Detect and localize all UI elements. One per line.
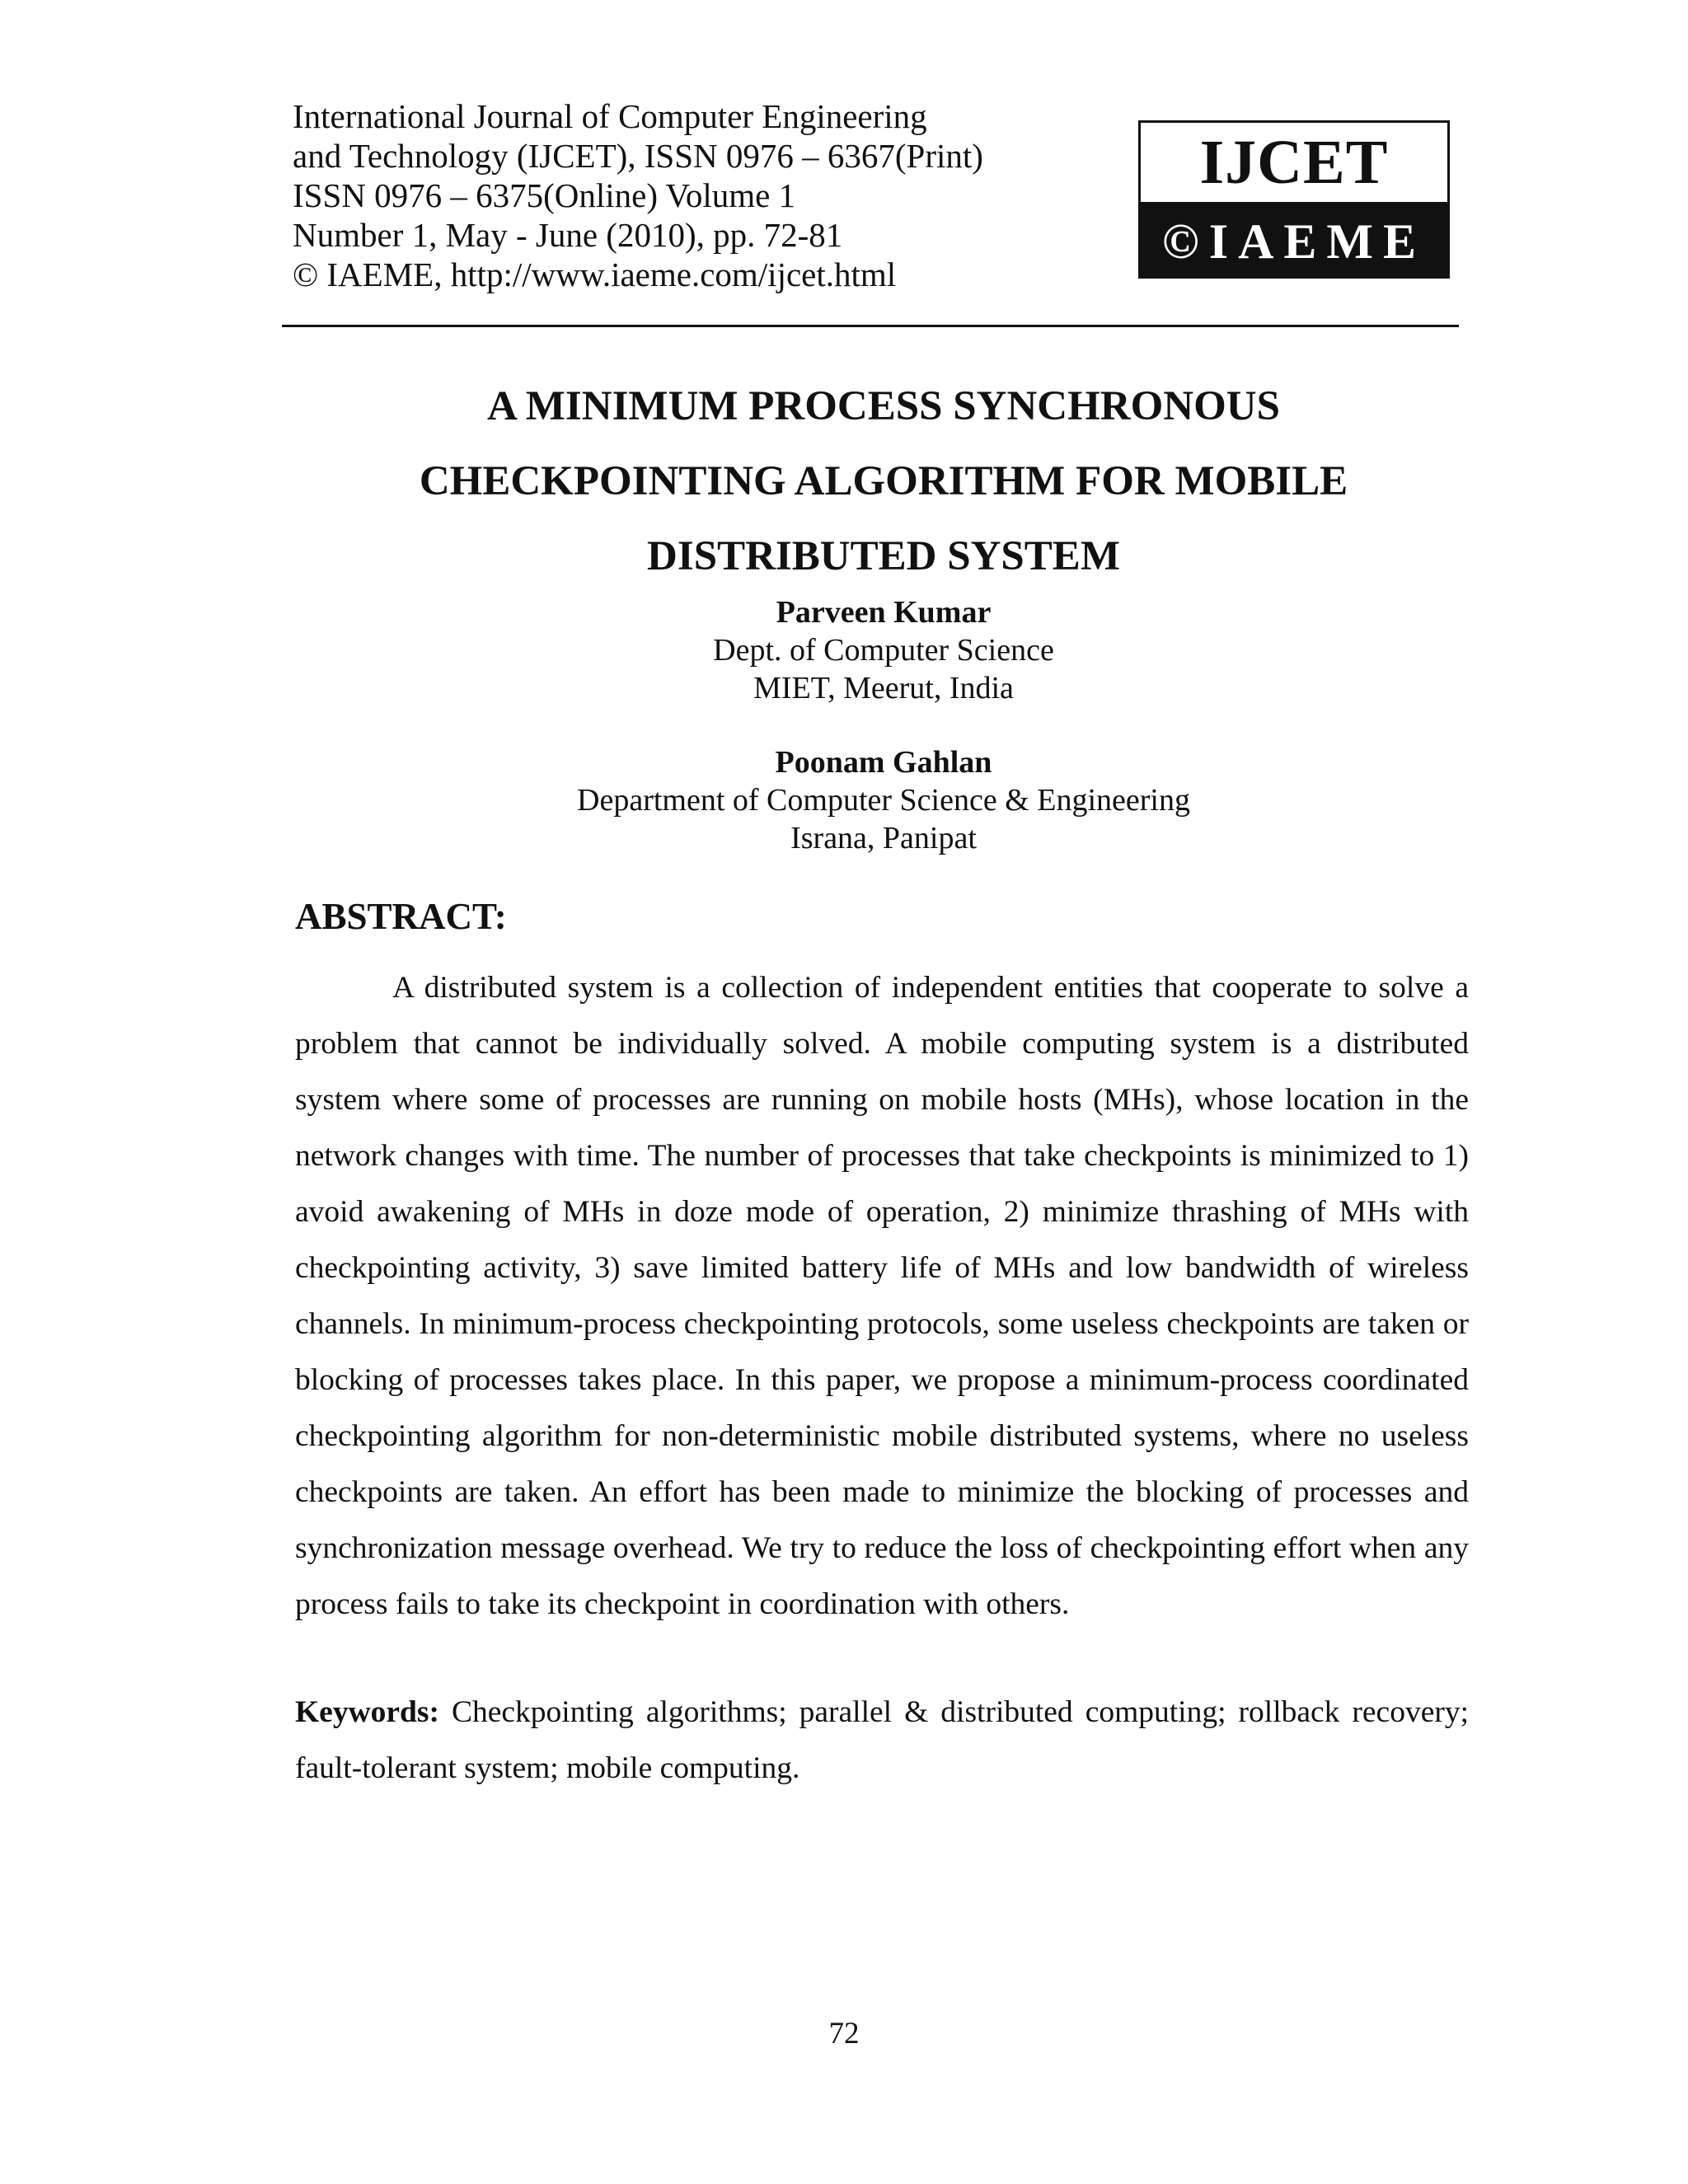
title-line: CHECKPOINTING ALGORITHM FOR MOBILE xyxy=(419,458,1348,504)
keywords-paragraph xyxy=(295,1685,1469,1797)
paper-title xyxy=(282,369,1485,594)
citation-line: © IAEME, http://www.iaeme.com/ijcet.html xyxy=(293,255,897,293)
citation-line: ISSN 0976 – 6375(Online) Volume 1 xyxy=(293,176,796,214)
journal-citation xyxy=(293,96,1100,294)
citation-line: and Technology (IJCET), ISSN 0976 – 6367(Print) xyxy=(293,137,983,175)
title-line: A MINIMUM PROCESS SYNCHRONOUS xyxy=(487,383,1280,429)
journal-logo xyxy=(1138,120,1450,279)
logo-publisher: ©IAEME xyxy=(1141,202,1447,279)
author-affiliation: Israna, Panipat xyxy=(790,821,977,855)
author-block xyxy=(282,593,1485,857)
citation-line: International Journal of Computer Engineering xyxy=(293,97,927,135)
author-spacer xyxy=(282,707,1485,743)
keywords-label: Keywords: xyxy=(295,1695,439,1729)
title-line: DISTRIBUTED SYSTEM xyxy=(647,533,1120,579)
citation-line: Number 1, May - June (2010), pp. 72-81 xyxy=(293,216,843,254)
author-name: Parveen Kumar xyxy=(776,595,992,630)
page-number: 72 xyxy=(828,2017,860,2050)
keywords-text: Checkpointing algorithms; parallel & distributed computing; rollback recovery; fault-tolerant system; mobile computing. xyxy=(295,1695,1469,1785)
author-affiliation: MIET, Meerut, India xyxy=(753,671,1014,705)
author-name: Poonam Gahlan xyxy=(775,745,992,780)
author-affiliation: Department of Computer Science & Engineering xyxy=(577,783,1190,818)
abstract-heading: ABSTRACT: xyxy=(295,896,507,937)
author-affiliation: Dept. of Computer Science xyxy=(713,633,1054,668)
logo-title: IJCET xyxy=(1141,123,1447,202)
abstract-body: A distributed system is a collection of independent entities that cooperate to solve a problem that cannot be individually solved. A mobile computing system is a distributed system where some of processes are running on mobile hosts (MHs), whose location in the network changes with time. The number of processes that take checkpoints is minimized to 1) avoid awakening of MHs in doze mode of operation, 2) minimize thrashing of MHs with checkpointing activity, 3) save limited battery life of MHs and low bandwidth of wireless channels. In minimum-process checkpointing protocols, some useless checkpoints are taken or blocking of processes takes place. In this paper, we propose a minimum-process coordinated checkpointing algorithm for non-deterministic mobile distributed systems, where no useless checkpoints are taken. An effort has been made to minimize the blocking of processes and synchronization message overhead. We try to reduce the loss of checkpointing effort when any process fails to take its checkpoint in coordination with others. xyxy=(295,971,1469,1621)
header-divider xyxy=(282,325,1459,327)
